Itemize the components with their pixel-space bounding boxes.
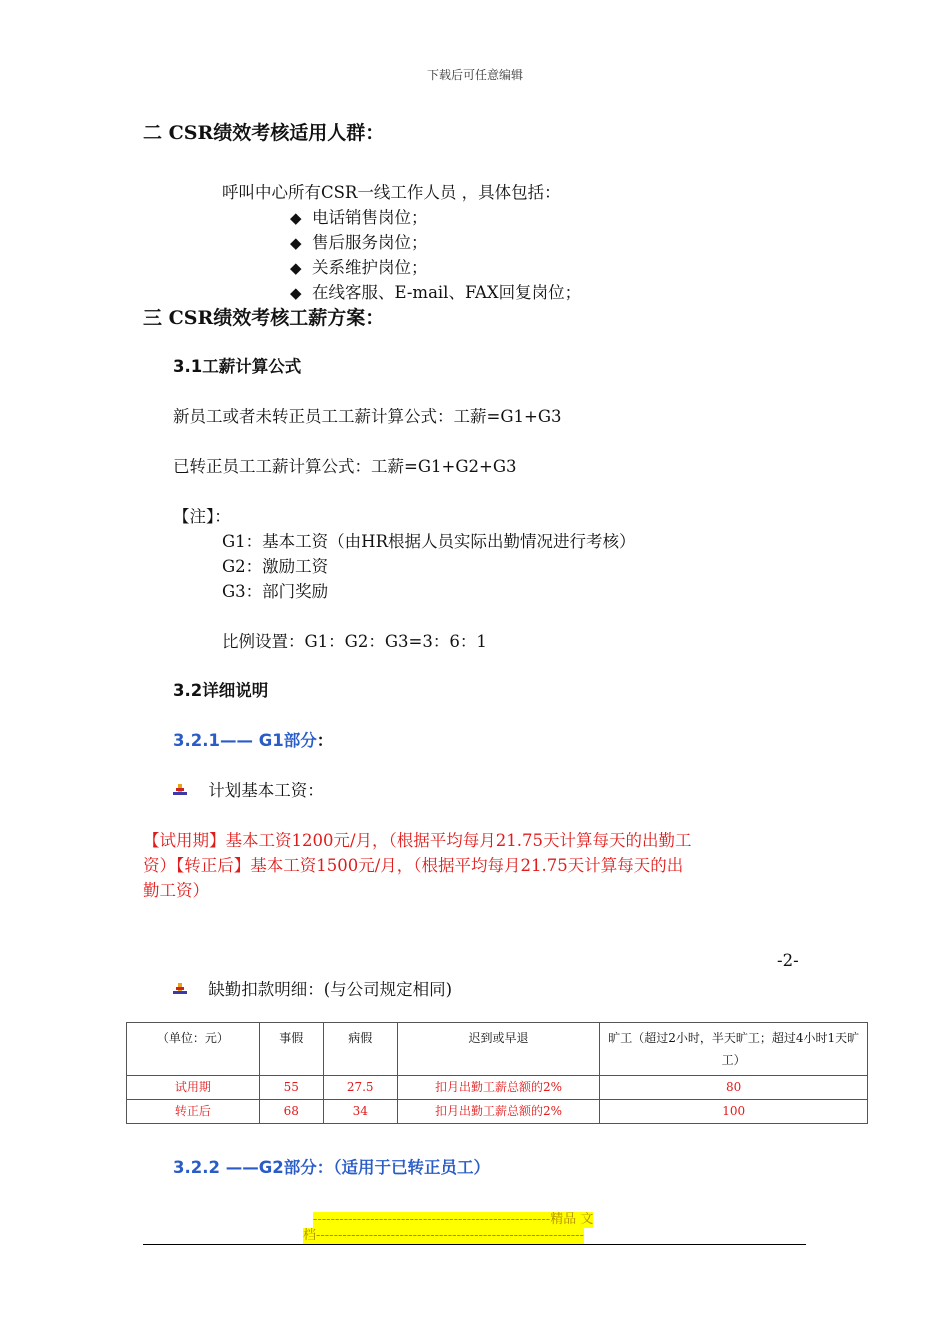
note-g2: G2：激励工资 [222,557,329,576]
g2-part-title [173,1154,490,1178]
table-header-cell: 旷工（超过2小时，半天旷工；超过4小时1天旷工） [600,1023,868,1076]
diamond-bullet-icon: ◆ [290,234,302,252]
table-cell: 55 [259,1076,323,1100]
task-bullet-icon [173,983,187,995]
plan-salary-label: 计划基本工资： [208,781,324,800]
diamond-bullet-icon: ◆ [290,209,302,227]
table-header-cell: 事假 [259,1023,323,1076]
page-number: -2- [777,951,799,970]
subsection-3-2-title: 3.2详细说明 [173,681,269,700]
table-cell: 扣月出勤工薪总额的2% [397,1100,600,1124]
task-bullet-icon [173,784,187,796]
plan-salary-item [173,777,324,801]
bullet-item [290,279,581,303]
formula-regular-employee: 已转正员工工薪计算公式：工薪=G1+G2+G3 [173,457,517,476]
table-header-cell: （单位：元） [127,1023,260,1076]
plan-salary-line: 资）【转正后】基本工资1500元/月，（根据平均每月21.75天计算每天的出 [143,856,684,875]
deduction-item [173,976,452,1000]
table-row [127,1076,868,1100]
g2-part-note: （适用于已转正员工） [333,1158,490,1177]
footer-line-2: 档------------------------------------------------------------- [303,1228,584,1243]
table-cell: 34 [323,1100,397,1124]
table-header-row [127,1023,868,1076]
footer-line-1: ------------------------------------------------------精品 文 [313,1212,594,1227]
formula-new-employee: 新员工或者未转正员工工薪计算公式：工薪=G1+G3 [173,407,562,426]
page-header: 下载后可任意编辑 [426,68,523,82]
diamond-bullet-icon: ◆ [290,259,302,277]
bullet-item [290,229,428,253]
section2-title: 二 CSR绩效考核适用人群： [143,122,385,144]
diamond-bullet-icon: ◆ [290,284,302,302]
g1-part-title-text: 3.2.1—— G1部分 [173,731,317,750]
g1-part-title [173,727,333,751]
plan-salary-line: 【试用期】基本工资1200元/月，（根据平均每月21.75天计算每天的出勤工 [143,831,692,850]
subsection-3-1-title: 3.1工薪计算公式 [173,357,302,376]
deduction-table [126,1022,868,1124]
note-g1: G1：基本工资（由HR根据人员实际出勤情况进行考核） [222,532,636,551]
deduction-label: 缺勤扣款明细：(与公司规定相同) [208,980,453,999]
table-cell: 80 [600,1076,868,1100]
table-header-cell: 迟到或早退 [397,1023,600,1076]
table-header-cell: 病假 [323,1023,397,1076]
g2-part-title-text: 3.2.2 ——G2部分： [173,1158,334,1177]
plan-salary-line: 勤工资） [143,881,209,900]
bullet-text: 在线客服、E-mail、FAX回复岗位； [312,283,582,302]
bullet-text: 电话销售岗位； [312,208,428,227]
section3-title: 三 CSR绩效考核工薪方案： [143,307,385,329]
bullet-text: 售后服务岗位； [312,233,428,252]
table-cell: 扣月出勤工薪总额的2% [397,1076,600,1100]
bullet-item [290,204,428,228]
note-label: 【注】： [173,507,231,526]
table-cell: 27.5 [323,1076,397,1100]
table-cell: 转正后 [127,1100,260,1124]
bullet-item [290,254,428,278]
table-cell: 100 [600,1100,868,1124]
table-row [127,1100,868,1124]
table-cell: 试用期 [127,1076,260,1100]
table-cell: 68 [259,1100,323,1124]
section2-intro: 呼叫中心所有CSR一线工作人员 ，具体包括： [222,183,561,202]
bullet-text: 关系维护岗位； [312,258,428,277]
footer-divider [143,1244,806,1245]
ratio-setting: 比例设置：G1：G2：G3=3：6：1 [222,632,487,651]
g1-part-title-colon: ： [316,731,334,750]
note-g3: G3：部门奖励 [222,582,329,601]
